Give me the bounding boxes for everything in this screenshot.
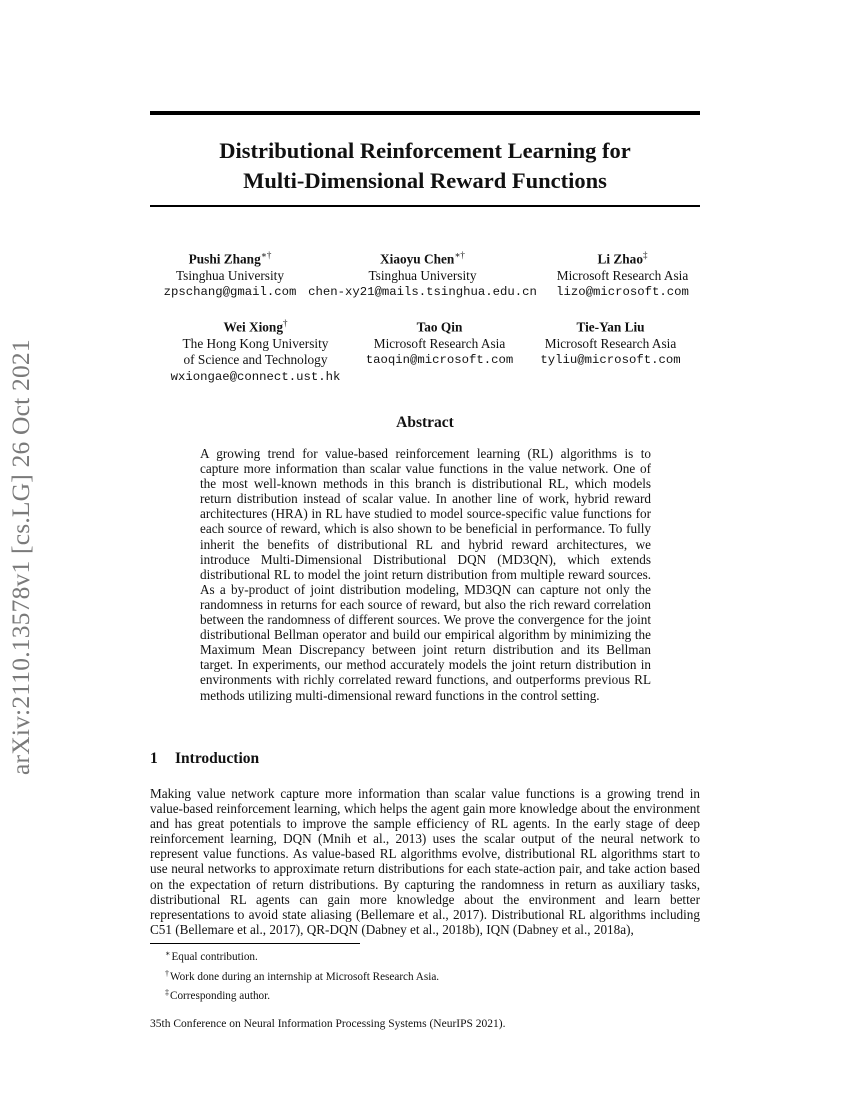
footnote-text: Work done during an internship at Microsoft Research Asia. xyxy=(170,970,440,983)
author-affiliation: Microsoft Research Asia xyxy=(544,335,677,351)
author-name: Li Zhao xyxy=(597,251,643,267)
footnote-text: Corresponding author. xyxy=(170,990,271,1002)
author-email[interactable]: wxiongae@connect.ust.hk xyxy=(170,369,341,384)
author-name: Tao Qin xyxy=(416,319,463,335)
footnote xyxy=(165,966,439,986)
title-top-rule xyxy=(150,111,700,115)
author-marks: ∗† xyxy=(454,250,465,260)
title-line-1: Distributional Reinforcement Learning for xyxy=(219,138,631,163)
abstract-text: A growing trend for value-based reinforcement learning (RL) algorithms is to capture more information than scalar value functions in the value network. One of the most well-known methods in this branch is distributional RL, which models return distribution instead of scalar value. In another line of work, hybrid reward architectures (HRA) in RL have studied to model source-specific value functions for each source of reward, which is also shown to be beneficial in performance. To fully inherit the benefits of distributional RL and hybrid reward architectures, we introduce Multi-Dimensional Distributional DQN (MD3QN), which extends distributional RL to model the joint return distribution from multiple reward sources. As a by-product of joint distribution modeling, MD3QN can capture not only the randomness in returns for each source of reward, but also the rich reward correlation between the randomness of different sources. We prove the convergence for the joint distributional Bellman operator and build our empirical algorithm by minimizing the Maximum Mean Discrepancy between joint return distribution and its Bellman target. In experiments, our method accurately models the joint return distribution in environments with richly correlated reward functions, and outperforms previous RL methods utilizing multi-dimensional reward functions in the control setting. xyxy=(200,446,651,703)
author-email[interactable]: taoqin@microsoft.com xyxy=(365,353,514,368)
author-affiliation: The Hong Kong University xyxy=(182,335,329,351)
arxiv-identifier: arXiv:2110.13578v1 [cs.LG] 26 Oct 2021 xyxy=(6,339,35,775)
author-email[interactable]: tyliu@microsoft.com xyxy=(540,353,681,368)
author-name: Pushi Zhang xyxy=(188,251,261,267)
section-title-text: Introduction xyxy=(175,750,260,767)
section-heading-introduction xyxy=(150,750,259,768)
introduction-paragraph: Making value network capture more information than scalar value functions is a growing trend in value-based reinforcement learning, which helps the agent gain more knowledge about the environment and has great potentials to improve the sample efficiency of RL agents. In the early stage of deep reinforcement learning, DQN (Mnih et al., 2013) uses the scalar output of the neural network to represent value functions. As value-based RL algorithms evolve, distributional RL algorithms start to use neural networks to approximate return distributions for each state-action pair, and take action based on the expectation of return distributions. By capturing the randomness in return as auxiliary tasks, distributional RL agents can gain more knowledge about the environment and learn better representations to avoid state aliasing (Bellemare et al., 2017). Distributional RL algorithms including C51 (Bellemare et al., 2017), QR-DQN (Dabney et al., 2018b), IQN (Dabney et al., 2018a), xyxy=(150,786,700,937)
author-email[interactable]: chen-xy21@mails.tsinghua.edu.cn xyxy=(308,285,537,300)
author-email[interactable]: lizo@microsoft.com xyxy=(556,285,689,300)
author-affiliation: Tsinghua University xyxy=(175,267,285,283)
author-block xyxy=(168,315,343,385)
footnote-mark: ‡ xyxy=(165,988,169,997)
author-name: Tie-Yan Liu xyxy=(576,319,645,335)
paper-title xyxy=(150,136,700,196)
title-line-2: Multi-Dimensional Reward Functions xyxy=(243,168,607,193)
author-affiliation: Tsinghua University xyxy=(368,267,477,283)
author-email[interactable]: zpschang@gmail.com xyxy=(163,285,297,300)
author-marks: ‡ xyxy=(642,250,648,260)
author-block xyxy=(533,315,688,369)
conference-note: 35th Conference on Neural Information Processing Systems (NeurIPS 2021). xyxy=(150,1018,506,1030)
author-marks: † xyxy=(282,318,288,328)
footnote-text: Equal contribution. xyxy=(171,951,258,963)
author-block xyxy=(362,315,517,369)
author-name: Xiaoyu Chen xyxy=(380,251,455,267)
author-block xyxy=(545,247,700,301)
author-marks: ∗† xyxy=(260,250,272,260)
footnote-rule xyxy=(150,943,360,944)
footnotes xyxy=(165,946,439,1005)
author-block xyxy=(305,247,540,301)
author-affiliation: Microsoft Research Asia xyxy=(373,335,506,351)
author-affiliation: Microsoft Research Asia xyxy=(556,267,689,283)
footnote xyxy=(165,946,439,966)
footnote-mark: ∗ xyxy=(165,949,171,958)
footnote xyxy=(165,985,439,1005)
author-block xyxy=(155,247,305,301)
title-bottom-rule xyxy=(150,205,700,207)
abstract-heading: Abstract xyxy=(396,414,454,431)
author-name: Wei Xiong xyxy=(223,319,283,335)
footnote-mark: † xyxy=(165,968,169,978)
author-affiliation: of Science and Technology xyxy=(183,352,328,368)
section-number: 1 xyxy=(150,750,158,767)
